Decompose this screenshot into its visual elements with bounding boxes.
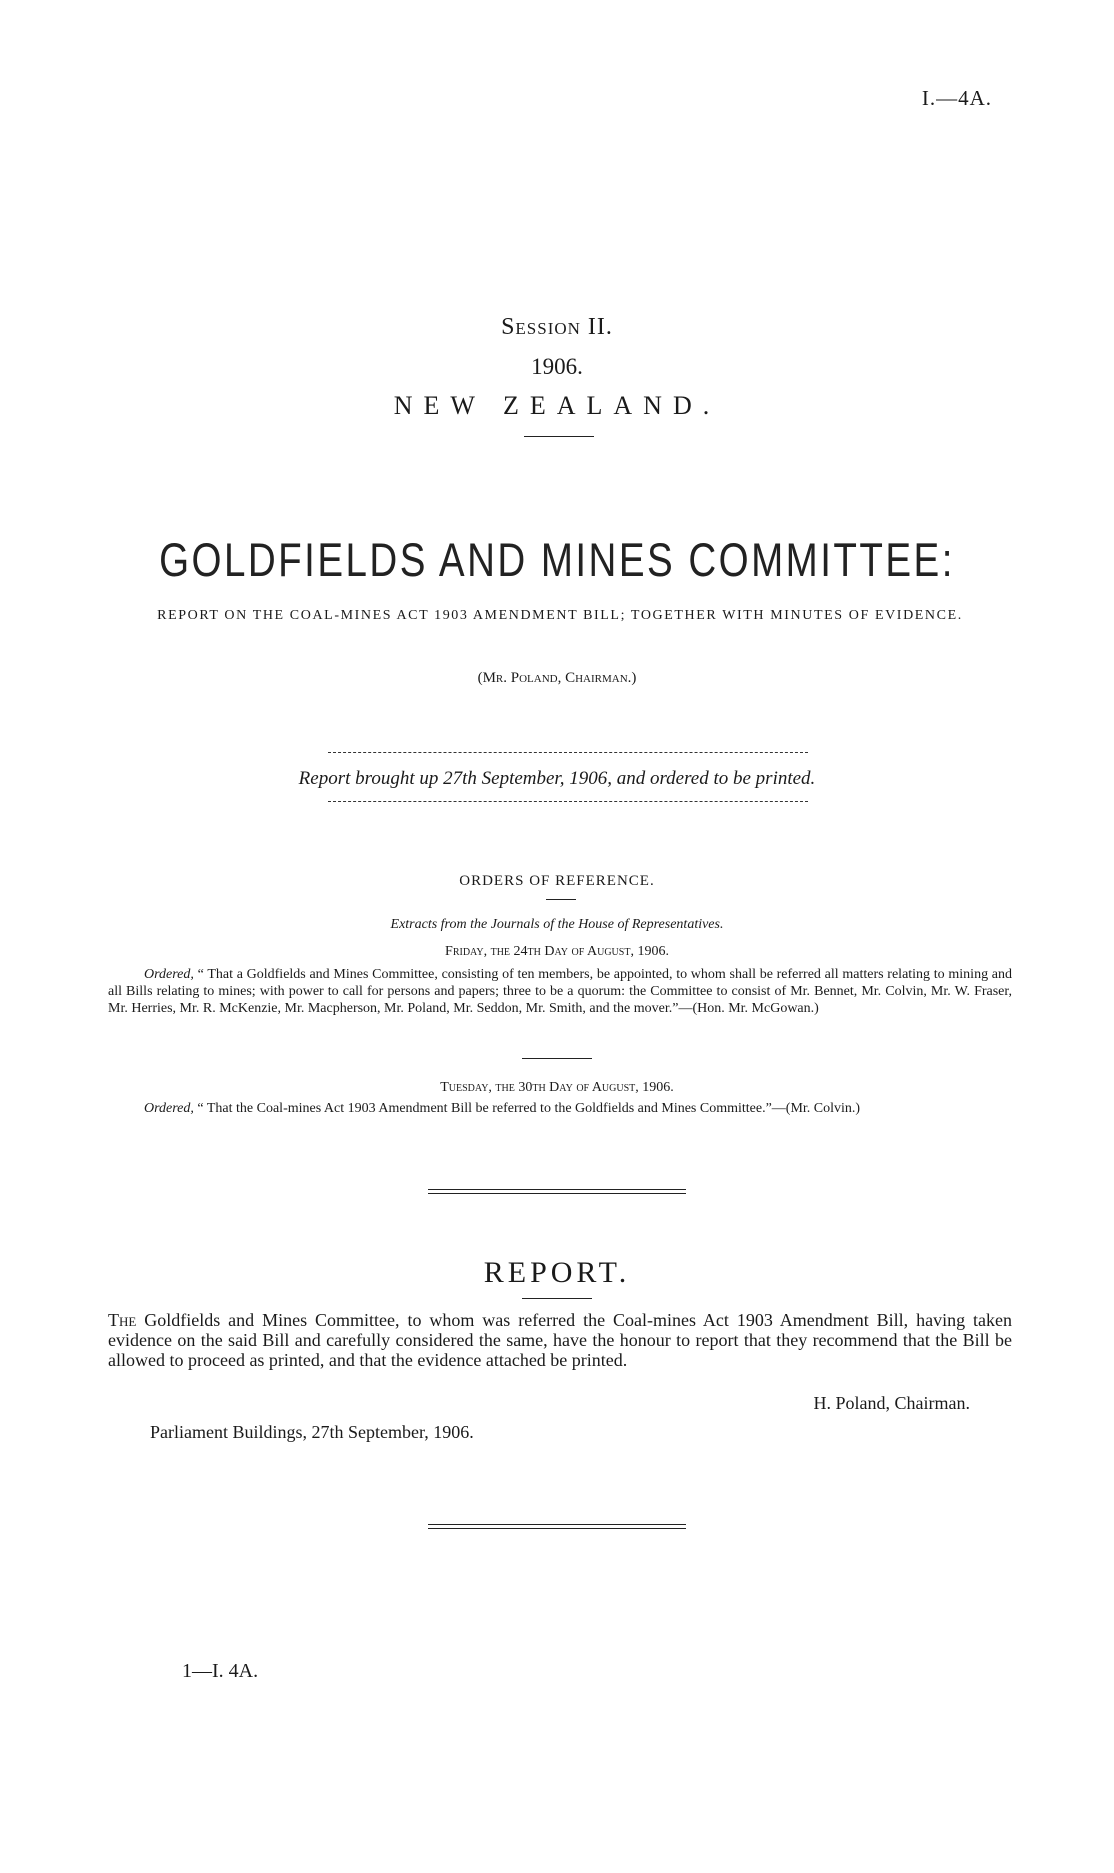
footer-reference: 1—I. 4A. [182,1660,259,1682]
orders-heading: ORDERS OF REFERENCE. [459,873,655,889]
order-text [108,966,1012,1017]
document-title: GOLDFIELDS AND MINES COMMITTEE: [159,533,955,586]
report-body [108,1310,1012,1370]
order-body: “ That a Goldfields and Mines Committee, consisting of ten members, be appointed, to whom shall be referred all matters relating to mining and all Bills relating to mines; with power to call for persons and papers; three to be a quorum: the Committee to consist of Mr. Bennet, Mr. Colvin, Mr. W. Fraser, Mr. Herries, Mr. R. McKenzie, Mr. Macpherson, Mr. Poland, Mr. Seddon, Mr. Smith, and the mover.”—(Hon. Mr. McGowan.) [108,967,1013,1016]
ordered-label: Ordered, [144,967,194,982]
report-brought-up: Report brought up 27th September, 1906, and ordered to be printed. [298,768,816,789]
divider [522,1298,592,1299]
place-and-date: Parliament Buildings, 27th September, 1906. [150,1422,474,1442]
signature-text: H. Poland, Chairman. [813,1393,970,1413]
double-divider [428,1189,686,1194]
extracts-line: Extracts from the Journals of the House of Representatives. [390,917,724,932]
divider [328,752,808,753]
divider [328,801,808,802]
divider [546,899,576,900]
divider [522,1058,592,1059]
signature [814,1393,970,1414]
report-lead-word: The [108,1310,137,1330]
double-divider [428,1524,686,1529]
report-text: Goldfields and Mines Committee, to whom was referred the Coal-mines Act 1903 Amendment Bill, having taken evidence on the said Bill and carefully considered the same, have the honour to report that they recommend that the Bill be allowed to proceed as printed, and that the evidence attached be printed. [108,1310,1012,1370]
year-label: 1906. [531,354,583,379]
order-body: “ That the Coal-mines Act 1903 Amendment Bill be referred to the Goldfields and Mines Committee.”—(Mr. Colvin.) [197,1101,861,1116]
document-subtitle: REPORT ON THE COAL-MINES ACT 1903 AMENDMENT BILL; TOGETHER WITH MINUTES OF EVIDENCE. [157,608,963,623]
chairman-note: (Mr. Poland, Chairman.) [477,670,637,686]
divider [524,436,594,437]
country-label: NEW ZEALAND. [393,391,721,420]
order-date: Friday, the 24th Day of August, 1906. [445,944,669,959]
ordered-label: Ordered, [144,1101,194,1116]
page-reference: I.—4A. [921,86,992,110]
order-date: Tuesday, the 30th Day of August, 1906. [440,1080,674,1095]
order-text [108,1100,1012,1117]
report-heading: REPORT. [483,1256,631,1289]
session-label: Session II. [501,314,613,340]
